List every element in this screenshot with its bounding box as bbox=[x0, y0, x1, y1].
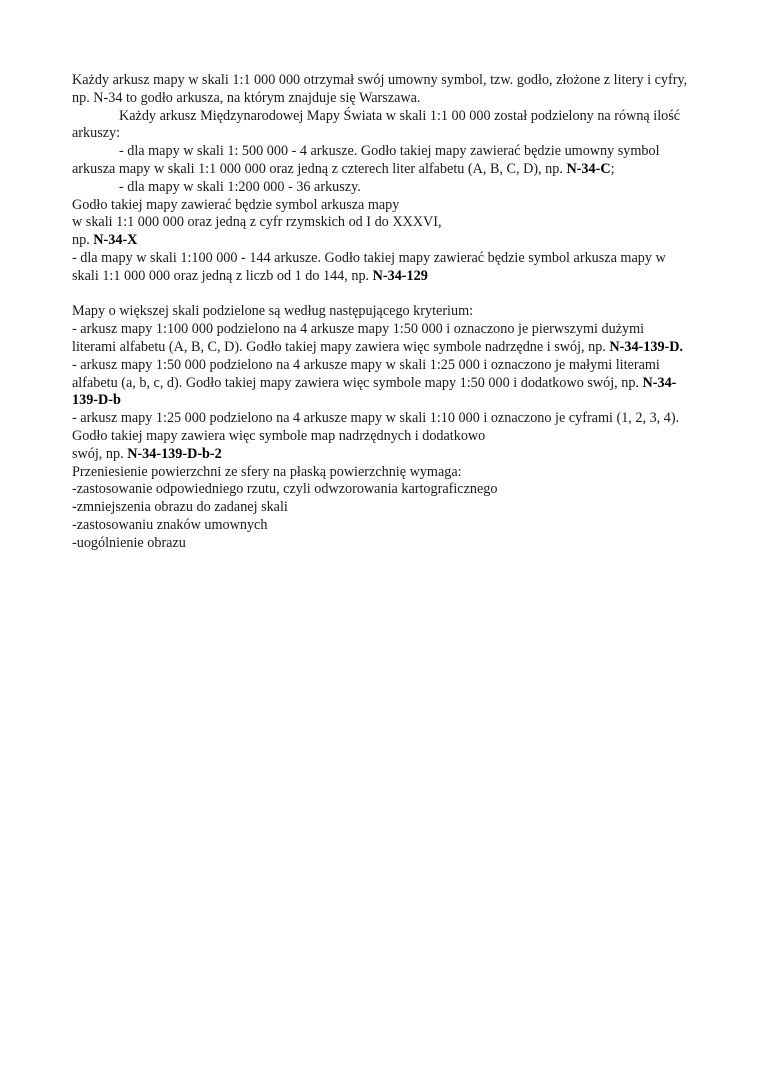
paragraph-division: Każdy arkusz Międzynarodowej Mapy Świata w skali 1:1 00 000 został podzielony na równą ilość arkuszy: bbox=[72, 107, 681, 142]
scale-50k-text: - arkusz mapy 1:100 000 podzielono na 4 arkusze mapy 1:50 000 i oznaczono je pierwszymi dużymi literami alfabetu (A, B, C, D). Godło takiej mapy zawiera więc symbole nadrzędne i swój, np. bbox=[72, 321, 645, 355]
document-page bbox=[72, 72, 688, 553]
paragraph-projection: Przeniesienie powierzchni ze sfery na płaską powierzchnię wymaga: bbox=[72, 463, 462, 480]
code-n34x: N-34-X bbox=[93, 232, 138, 249]
paragraph-larger-scales: Mapy o większej skali podzielone są według następującego kryterium: bbox=[72, 303, 474, 320]
paragraph-scale-50k bbox=[72, 321, 688, 357]
example-prefix-2: swój, np. bbox=[72, 445, 124, 462]
paragraph-scale-100k bbox=[72, 250, 688, 286]
code-n34-139-d-b: N-34-139-D-b bbox=[72, 374, 677, 409]
blank-line bbox=[72, 286, 688, 304]
paragraph-200k-example bbox=[72, 232, 688, 250]
paragraph-intro: Każdy arkusz mapy w skali 1:1 000 000 otrzymał swój umowny symbol, tzw. godło, złożone z litery i cyfry, np. N-34 to godło arkusza, na którym znajduje się Warszawa. bbox=[72, 72, 688, 106]
paragraph-scale-10k-example bbox=[72, 446, 688, 464]
paragraph-scale-25k bbox=[72, 357, 688, 410]
code-n34-129: N-34-129 bbox=[372, 267, 428, 284]
paragraph-scale-200k: - dla mapy w skali 1:200 000 - 36 arkuszy. bbox=[119, 178, 361, 195]
list-item: -uogólnienie obrazu bbox=[72, 534, 186, 551]
paragraph-scale-500k bbox=[72, 143, 688, 179]
example-prefix: np. bbox=[72, 232, 90, 249]
scale-25k-text: - arkusz mapy 1:50 000 podzielono na 4 arkusze mapy w skali 1:25 000 i oznaczono je małymi literami alfabetu (a, b, c, d). Godło takiej mapy zawiera więc symbole mapy 1:50 000 i dodatkowo swój, np. bbox=[72, 356, 660, 391]
semicolon: ; bbox=[610, 160, 615, 177]
code-n34c: N-34-C bbox=[566, 160, 611, 177]
list-item: -zastosowaniu znaków umownych bbox=[72, 516, 268, 533]
paragraph-scale-10k: - arkusz mapy 1:25 000 podzielono na 4 arkusze mapy w skali 1:10 000 i oznaczono je cyframi (1, 2, 3, 4). Godło takiej mapy zawiera więc symbole map nadrzędnych i dodatkowo bbox=[72, 410, 680, 444]
paragraph-200k-desc-2: w skali 1:1 000 000 oraz jedną z cyfr rzymskich od I do XXXVI, bbox=[72, 214, 442, 231]
list-item: -zmniejszenia obrazu do zadanej skali bbox=[72, 499, 288, 516]
code-n34-139-d-b-2: N-34-139-D-b-2 bbox=[127, 445, 222, 462]
paragraph-200k-desc-1: Godło takiej mapy zawierać będzie symbol arkusza mapy bbox=[72, 196, 400, 213]
list-item: -zastosowanie odpowiedniego rzutu, czyli odwzorowania kartograficznego bbox=[72, 481, 498, 498]
code-n34-139-d: N-34-139-D. bbox=[609, 338, 684, 355]
scale-100k-text: - dla mapy w skali 1:100 000 - 144 arkusze. Godło takiej mapy zawierać będzie symbol arkusza mapy w skali 1:1 000 000 oraz jedną z liczb od 1 do 144, np. bbox=[72, 249, 666, 284]
scale-500k-text: - dla mapy w skali 1: 500 000 - 4 arkusze. Godło takiej mapy zawierać będzie umowny symbol arkusza mapy w skali 1:1 000 000 oraz jedną z czterech liter alfabetu (A, B, C, D), np. bbox=[72, 143, 660, 177]
